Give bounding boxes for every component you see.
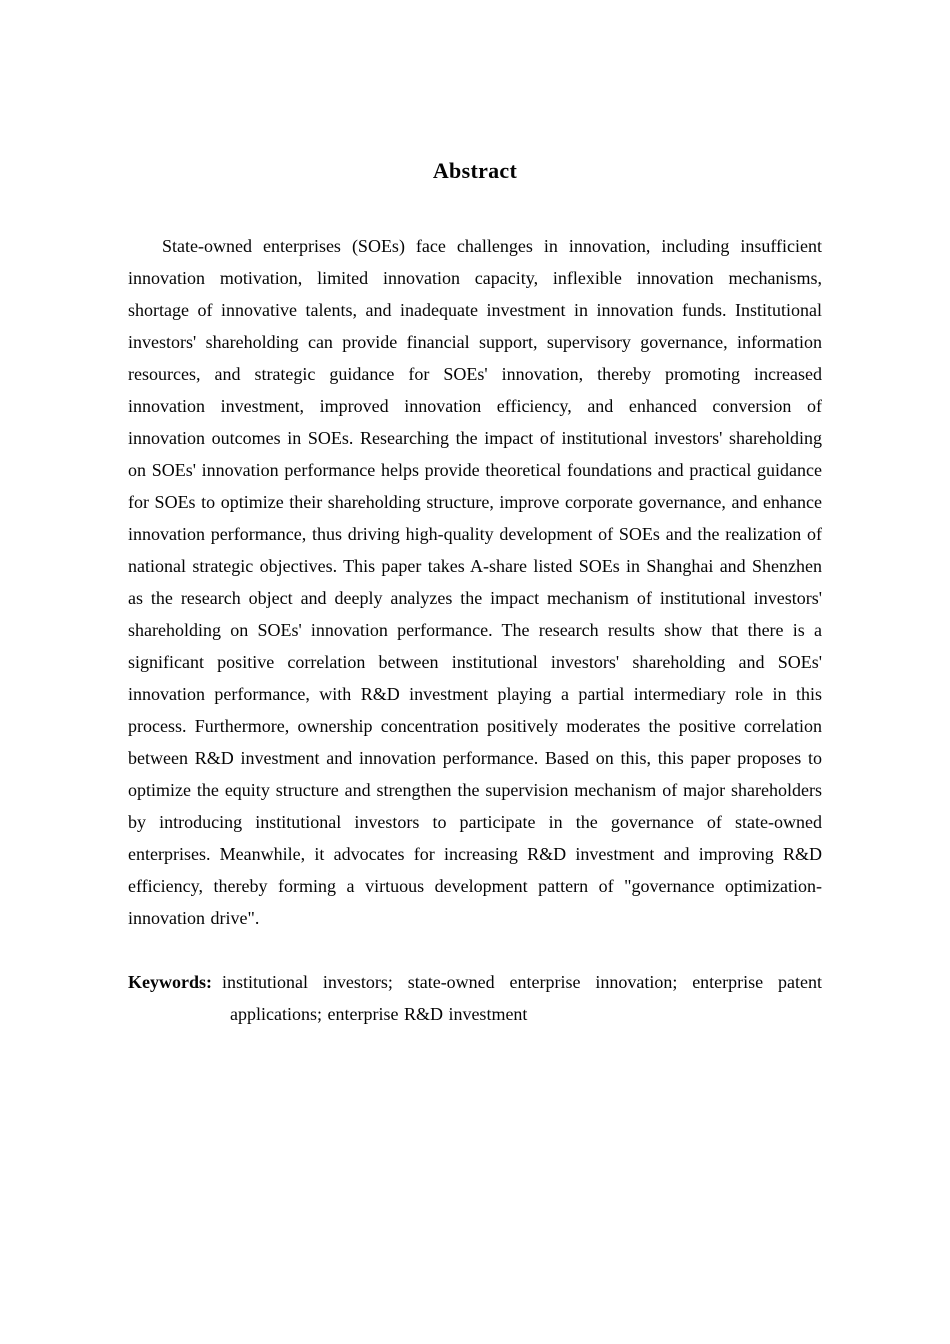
abstract-section [128, 0, 822, 1030]
keywords-label: Keywords: [128, 972, 212, 992]
page-title: Abstract [432, 158, 518, 183]
keywords-line [128, 966, 822, 1030]
abstract-paragraph: State-owned enterprises (SOEs) face challenges in innovation, including insufficient innovation motivation, limited innovation capacity, inflexible innovation mechanisms, shortage of innovative talents, and inadequate investment in innovation funds. Institutional investors' shareholding can provide financial support, supervisory governance, information resources, and strategic guidance for SOEs' innovation, thereby promoting increased innovation investment, improved innovation efficiency, and enhanced conversion of innovation outcomes in SOEs. Researching the impact of institutional investors' shareholding on SOEs' innovation performance helps provide theoretical foundations and practical guidance for SOEs to optimize their shareholding structure, improve corporate governance, and enhance innovation performance, thus driving high-quality development of SOEs and the realization of national strategic objectives. This paper takes A-share listed SOEs in Shanghai and Shenzhen as the research object and deeply analyzes the impact mechanism of institutional investors' shareholding on SOEs' innovation performance. The research results show that there is a significant positive correlation between institutional investors' shareholding and SOEs' innovation performance, with R&D investment playing a partial intermediary role in this process. Furthermore, ownership concentration positively moderates the positive correlation between R&D investment and innovation performance. Based on this, this paper proposes to optimize the equity structure and strengthen the supervision mechanism of major shareholders by introducing institutional investors to participate in the governance of state-owned enterprises. Meanwhile, it advocates for increasing R&D investment and improving R&D efficiency, thereby forming a virtuous development pattern of "governance optimization-innovation drive". [128, 236, 822, 928]
keywords-text: institutional investors; state-owned enterprise innovation; enterprise patent applications; enterprise R&D investment [222, 972, 822, 1024]
